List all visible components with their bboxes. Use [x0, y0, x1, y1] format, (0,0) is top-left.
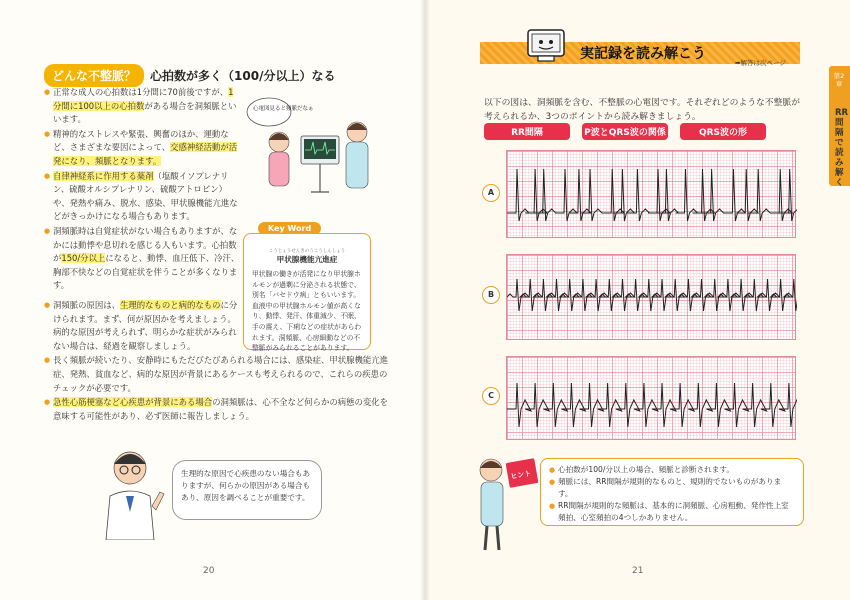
- keyword-box: [243, 233, 371, 353]
- chip-qrs-shape: QRS波の形: [680, 123, 766, 140]
- keyword-ruby: こうじょうせんきのうこうしんしょう: [268, 249, 346, 254]
- nurses-monitor-illustration: [245, 92, 385, 202]
- doctor-illustration: [100, 440, 170, 540]
- ecg-strip-c: [506, 356, 796, 440]
- bullet-item: ● 洞頻脈の原因は、生理的なものと病的なものに分けられます。まず、何が原因かを考えましょう。病的な原因が考えられず、明らかな症状がみられない場合は、経過を観察しましょう。: [44, 299, 244, 353]
- computer-mascot-icon: [522, 20, 570, 68]
- keyword-body: 甲状腺の働きが活発になり甲状腺ホルモンが過剰に分泌される状態で、別名「バセドウ病」ともいいます。血液中の甲状腺ホルモン値が高くなり、動悸、発汗、体重減少、不眠、手の震え、下痢などの症状があらわれます。洞頻脈、心房細動などの不整脈がみられることがあります。: [252, 270, 362, 353]
- page-number-right: 21: [632, 566, 644, 576]
- bullet-item: ● 正常な成人の心拍数は1分間に70前後ですが、1分間に100以上の心拍数がある場合を洞頻脈といいます。: [44, 86, 240, 127]
- bullet-item: ● 洞頻脈時は自覚症状がない場合もありますが、なかには動悸や息切れを感じる人もいます。心拍数が150/分以上になると、動悸、血圧低下、冷汗、胸部不快などの自覚症状を伴うことが多くなります。: [44, 225, 240, 293]
- section-title: 心拍数が多く（100/分以上）なる: [150, 69, 336, 83]
- keyword-tag: Key Word: [258, 222, 321, 235]
- nurse-speech-text: 心電図見ると頻脈だなぁ: [253, 106, 314, 112]
- intro-text: 以下の図は、洞頻脈を含む、不整脈の心電図です。それぞれどのような不整脈が考えられるか、3つのポイントから読み解きましょう。: [484, 98, 800, 122]
- ecg-strip-b: [506, 254, 796, 340]
- ecg-trace-c: [507, 357, 797, 441]
- bullet-item: ● 精神的なストレスや緊張、興奮のほか、運動など、さまざまな要因によって、交感神経活動が活発になり、頻脈となります。: [44, 128, 240, 169]
- hint-item: ● 心拍数が100/分以上の場合、頻脈と診断されます。: [549, 464, 795, 476]
- point-chips: [484, 123, 766, 140]
- ecg-label-c: C: [482, 387, 500, 405]
- ecg-label-b: B: [482, 286, 500, 304]
- hint-box: [540, 458, 804, 526]
- bullet-list-top: [44, 86, 240, 294]
- ecg-trace-b: [507, 255, 797, 341]
- book-gutter: [420, 0, 430, 600]
- page-number-left: 20: [203, 566, 215, 576]
- doctor-speech-bubble: 生理的な原因で心疾患のない場合もありますが、何らかの原因がある場合もあり、原因を調べることが重要です。: [172, 460, 322, 520]
- chip-rr-interval: RR間隔: [484, 123, 570, 140]
- ecg-label-a: A: [482, 184, 500, 202]
- hint-item: ● 頻脈には、RR間隔が規則的なものと、規則的でないものがあります。: [549, 476, 795, 500]
- answer-note: ➡解答は次ページ: [735, 59, 786, 67]
- ecg-strip-a: [506, 150, 796, 238]
- ecg-trace-a: [507, 151, 797, 239]
- bullet-item: ● 長く頻脈が続いたり、安静時にもただびたびあられる場合には、感染症、甲状腺機能亢進症、発熱、貧血など、病的な原因が背景にあるケースも考えられるので、これらの疾患のチェックが必要です。: [44, 354, 388, 395]
- chapter-title: RR間隔で読み解く: [835, 108, 849, 188]
- chapter-label: 第2章: [833, 72, 845, 88]
- keyword-title: 甲状腺機能亢進症: [276, 255, 338, 264]
- section-heading: [44, 64, 335, 87]
- nurse-hint-illustration: [465, 450, 540, 555]
- chip-p-qrs-relation: P波とQRS波の関係: [582, 123, 668, 140]
- section-badge: どんな不整脈？: [44, 64, 144, 87]
- bullet-item: ● 自律神経系に作用する薬剤（塩酸イソプレナリン、硫酸オルシプレナリン、硫酸アトロピン）や、発熱や痛み、脱水、感染、甲状腺機能亢進などがきっかけになる場合もあります。: [44, 170, 240, 224]
- bullet-item: ● 急性心筋梗塞など心疾患が背景にある場合の洞頻脈は、心不全など何らかの病態の変化を意味する可能性があり、必ず医師に報告しましょう。: [44, 396, 388, 423]
- hint-item: ● RR間隔が規則的な頻脈は、基本的に洞頻脈、心房粗動、発作性上室頻拍、心室頻拍の4つしかありません。: [549, 500, 795, 524]
- page-title: 実記録を読み解こう: [580, 46, 706, 62]
- hint-sign-text: ヒント: [509, 469, 532, 481]
